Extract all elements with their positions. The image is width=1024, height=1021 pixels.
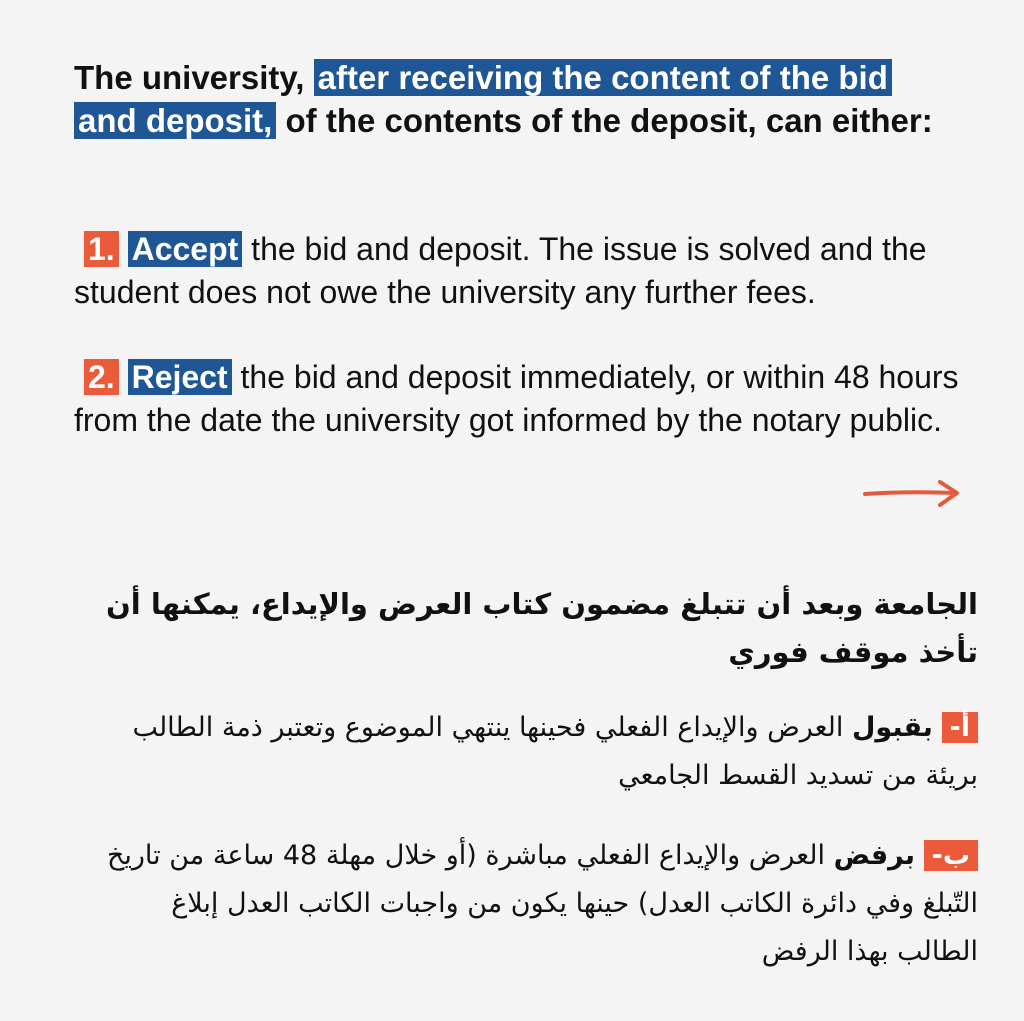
arabic-intro-paragraph: الجامعة وبعد أن تتبلغ مضمون كتاب العرض والإيداع، يمكنها أن تأخذ موقف فوري bbox=[106, 587, 978, 669]
arabic-option-reject bbox=[98, 832, 978, 976]
arabic-option-letter: ب- bbox=[924, 840, 978, 871]
option-keyword-accept: Accept bbox=[128, 231, 243, 267]
arabic-option-accept bbox=[98, 704, 978, 800]
arabic-option-keyword-accept: بقبول bbox=[851, 712, 933, 743]
intro-lead: The university, bbox=[74, 59, 305, 96]
right-arrow-icon bbox=[862, 476, 962, 510]
option-number-badge: 1. bbox=[84, 231, 119, 267]
english-intro-paragraph bbox=[74, 56, 974, 142]
arabic-option-text-accept: العرض والإيداع الفعلي فحينها ينتهي الموضوع وتعتبر ذمة الطالب بريئة من تسديد القسط الجامعي bbox=[132, 712, 978, 791]
intro-highlight-a: after receiving the content of the bid bbox=[314, 59, 892, 96]
arabic-option-text-reject: العرض والإيداع الفعلي مباشرة (أو خلال مهلة 48 ساعة من تاريخ التّبلغ وفي دائرة الكاتب العدل) حينها يكون من واجبات الكاتب العدل إبلاغ الطالب بهذا الرفض bbox=[106, 840, 978, 967]
english-option-accept bbox=[74, 228, 984, 314]
option-text-reject: the bid and deposit immediately, or within 48 hours from the date the university got informed by the notary public. bbox=[74, 359, 959, 438]
option-keyword-reject: Reject bbox=[128, 359, 232, 395]
intro-tail: of the contents of the deposit, can either: bbox=[285, 102, 933, 139]
arabic-option-letter: أ- bbox=[942, 712, 978, 743]
english-option-reject bbox=[74, 356, 984, 442]
intro-highlight-b: and deposit, bbox=[74, 102, 276, 139]
option-number-badge: 2. bbox=[84, 359, 119, 395]
arabic-option-keyword-reject: برفض bbox=[833, 840, 916, 871]
option-text-accept: the bid and deposit. The issue is solved and the student does not owe the university any further fees. bbox=[74, 231, 927, 310]
